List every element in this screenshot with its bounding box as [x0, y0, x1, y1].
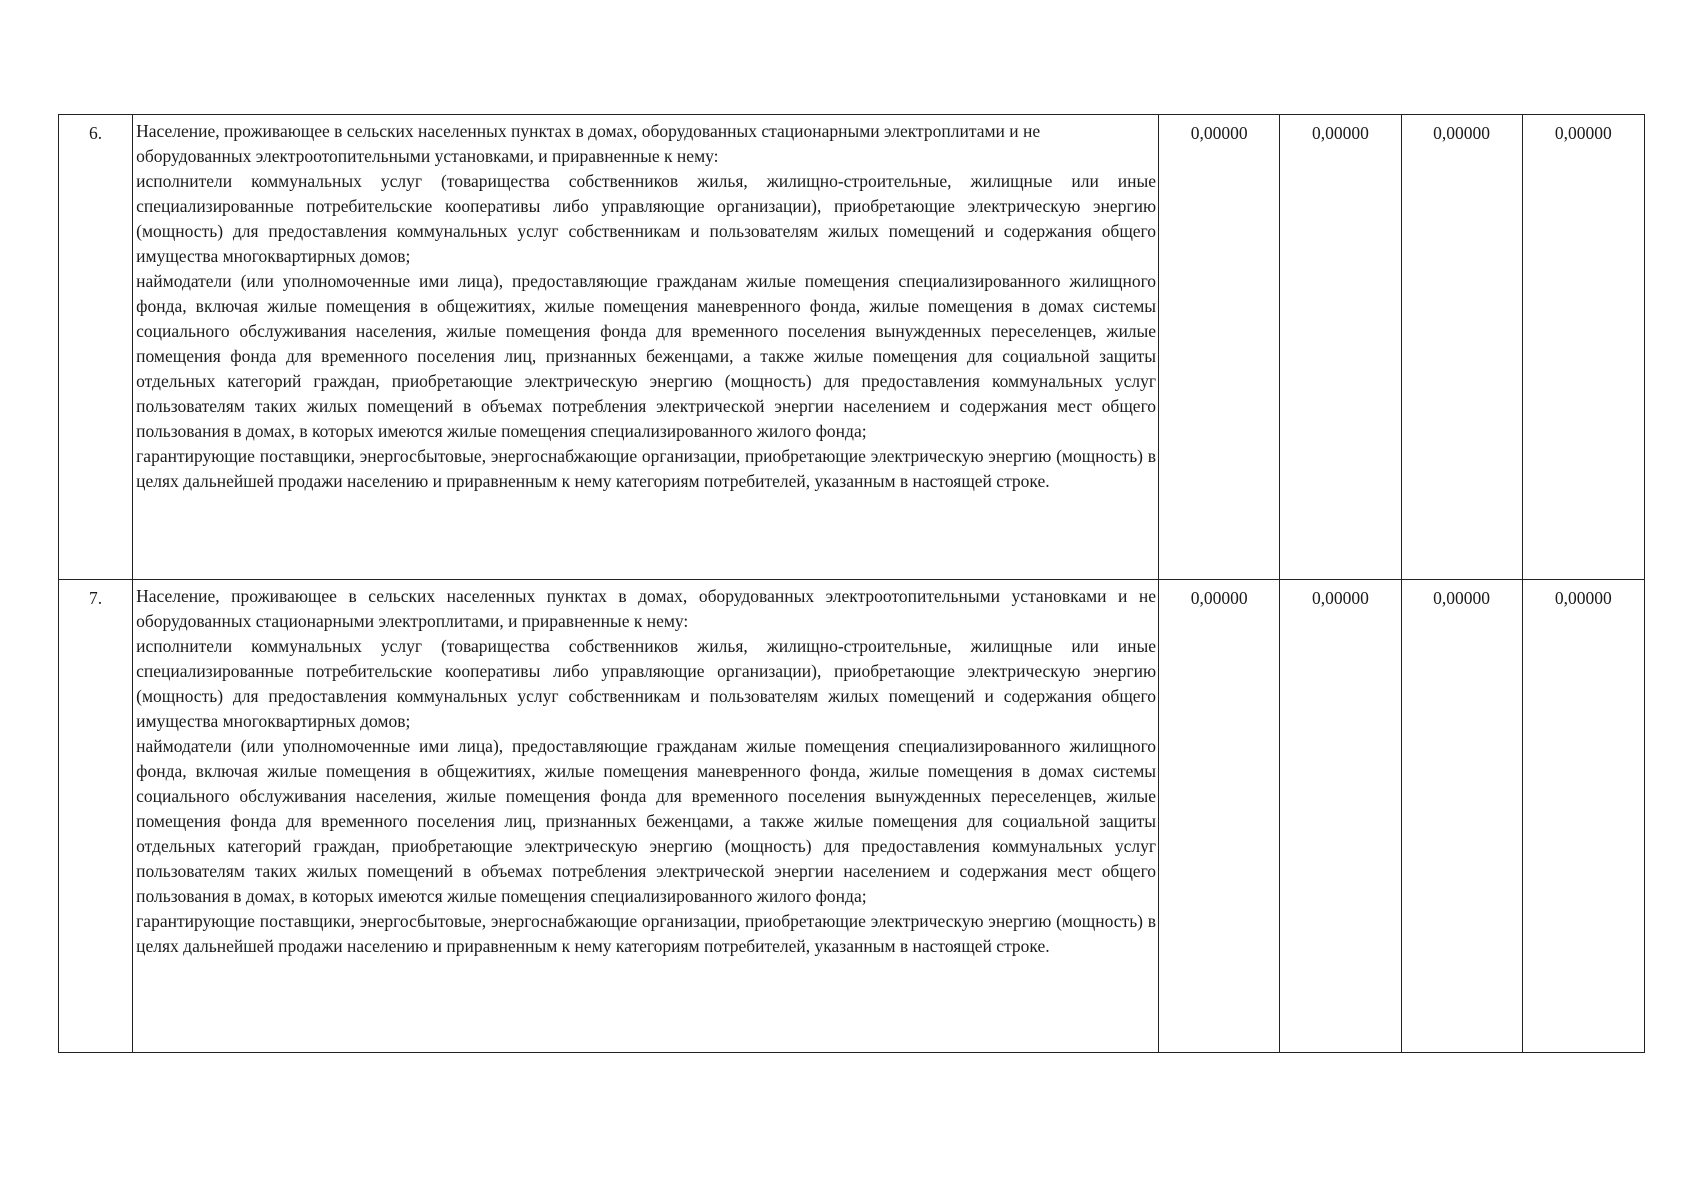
tariff-value: 0,00000 [1401, 580, 1522, 1053]
tariff-value: 0,00000 [1159, 115, 1280, 580]
description-paragraph: исполнители коммунальных услуг (товарищества собственников жилья, жилищно-строительные, жилищные или иные специализированные потребительские кооперативы либо управляющие организации), приобретающие электрическую энергию (мощность) для предоставления коммунальных услуг собственникам и пользователям жилых помещений и содержания общего имущества многоквартирных домов; [136, 636, 1157, 731]
row-description [133, 580, 1159, 1053]
description-paragraph: гарантирующие поставщики, энергосбытовые, энергоснабжающие организации, приобретающие электрическую энергию (мощность) в целях дальнейшей продажи населению и приравненным к нему категориям потребителей, указанным в настоящей строке. [136, 911, 1157, 956]
tariff-table [58, 114, 1645, 1053]
table-row [59, 115, 1645, 580]
table-row [59, 580, 1645, 1053]
tariff-value: 0,00000 [1522, 580, 1644, 1053]
row-description [133, 115, 1159, 580]
description-paragraph: наймодатели (или уполномоченные ими лица), предоставляющие гражданам жилые помещения специализированного жилищного фонда, включая жилые помещения в общежитиях, жилые помещения маневренного фонда, жилые помещения в домах системы социального обслуживания населения, жилые помещения фонда для временного поселения вынужденных переселенцев, жилые помещения фонда для временного поселения лиц, признанных беженцами, а также жилые помещения для социальной защиты отдельных категорий граждан, приобретающие электрическую энергию (мощность) для предоставления коммунальных услуг пользователям таких жилых помещений в объемах потребления электрической энергии населением и содержания мест общего пользования в домах, в которых имеются жилые помещения специализированного жилого фонда; [136, 271, 1157, 441]
tariff-value: 0,00000 [1159, 580, 1280, 1053]
description-paragraph: гарантирующие поставщики, энергосбытовые, энергоснабжающие организации, приобретающие электрическую энергию (мощность) в целях дальнейшей продажи населению и приравненным к нему категориям потребителей, указанным в настоящей строке. [136, 446, 1157, 491]
tariff-value: 0,00000 [1401, 115, 1522, 580]
description-paragraph: исполнители коммунальных услуг (товарищества собственников жилья, жилищно-строительные, жилищные или иные специализированные потребительские кооперативы либо управляющие организации), приобретающие электрическую энергию (мощность) для предоставления коммунальных услуг собственникам и пользователям жилых помещений и содержания общего имущества многоквартирных домов; [136, 171, 1157, 266]
tariff-value: 0,00000 [1522, 115, 1644, 580]
row-number: 7. [59, 580, 133, 1053]
row-number: 6. [59, 115, 133, 580]
tariff-value: 0,00000 [1280, 115, 1401, 580]
description-paragraph: Население, проживающее в сельских населенных пунктах в домах, оборудованных электроотопительными установками и не оборудованных стационарными электроплитами, и приравненные к нему: [136, 586, 1157, 631]
description-paragraph: наймодатели (или уполномоченные ими лица), предоставляющие гражданам жилые помещения специализированного жилищного фонда, включая жилые помещения в общежитиях, жилые помещения маневренного фонда, жилые помещения в домах системы социального обслуживания населения, жилые помещения фонда для временного поселения вынужденных переселенцев, жилые помещения фонда для временного поселения лиц, признанных беженцами, а также жилые помещения для социальной защиты отдельных категорий граждан, приобретающие электрическую энергию (мощность) для предоставления коммунальных услуг пользователям таких жилых помещений в объемах потребления электрической энергии населением и содержания мест общего пользования в домах, в которых имеются жилые помещения специализированного жилого фонда; [136, 736, 1157, 906]
tariff-value: 0,00000 [1280, 580, 1401, 1053]
description-paragraph: Население, проживающее в сельских населенных пунктах в домах, оборудованных стационарными электроплитами и не оборудованных электроотопительными установками, и приравненные к нему: [136, 121, 1041, 166]
